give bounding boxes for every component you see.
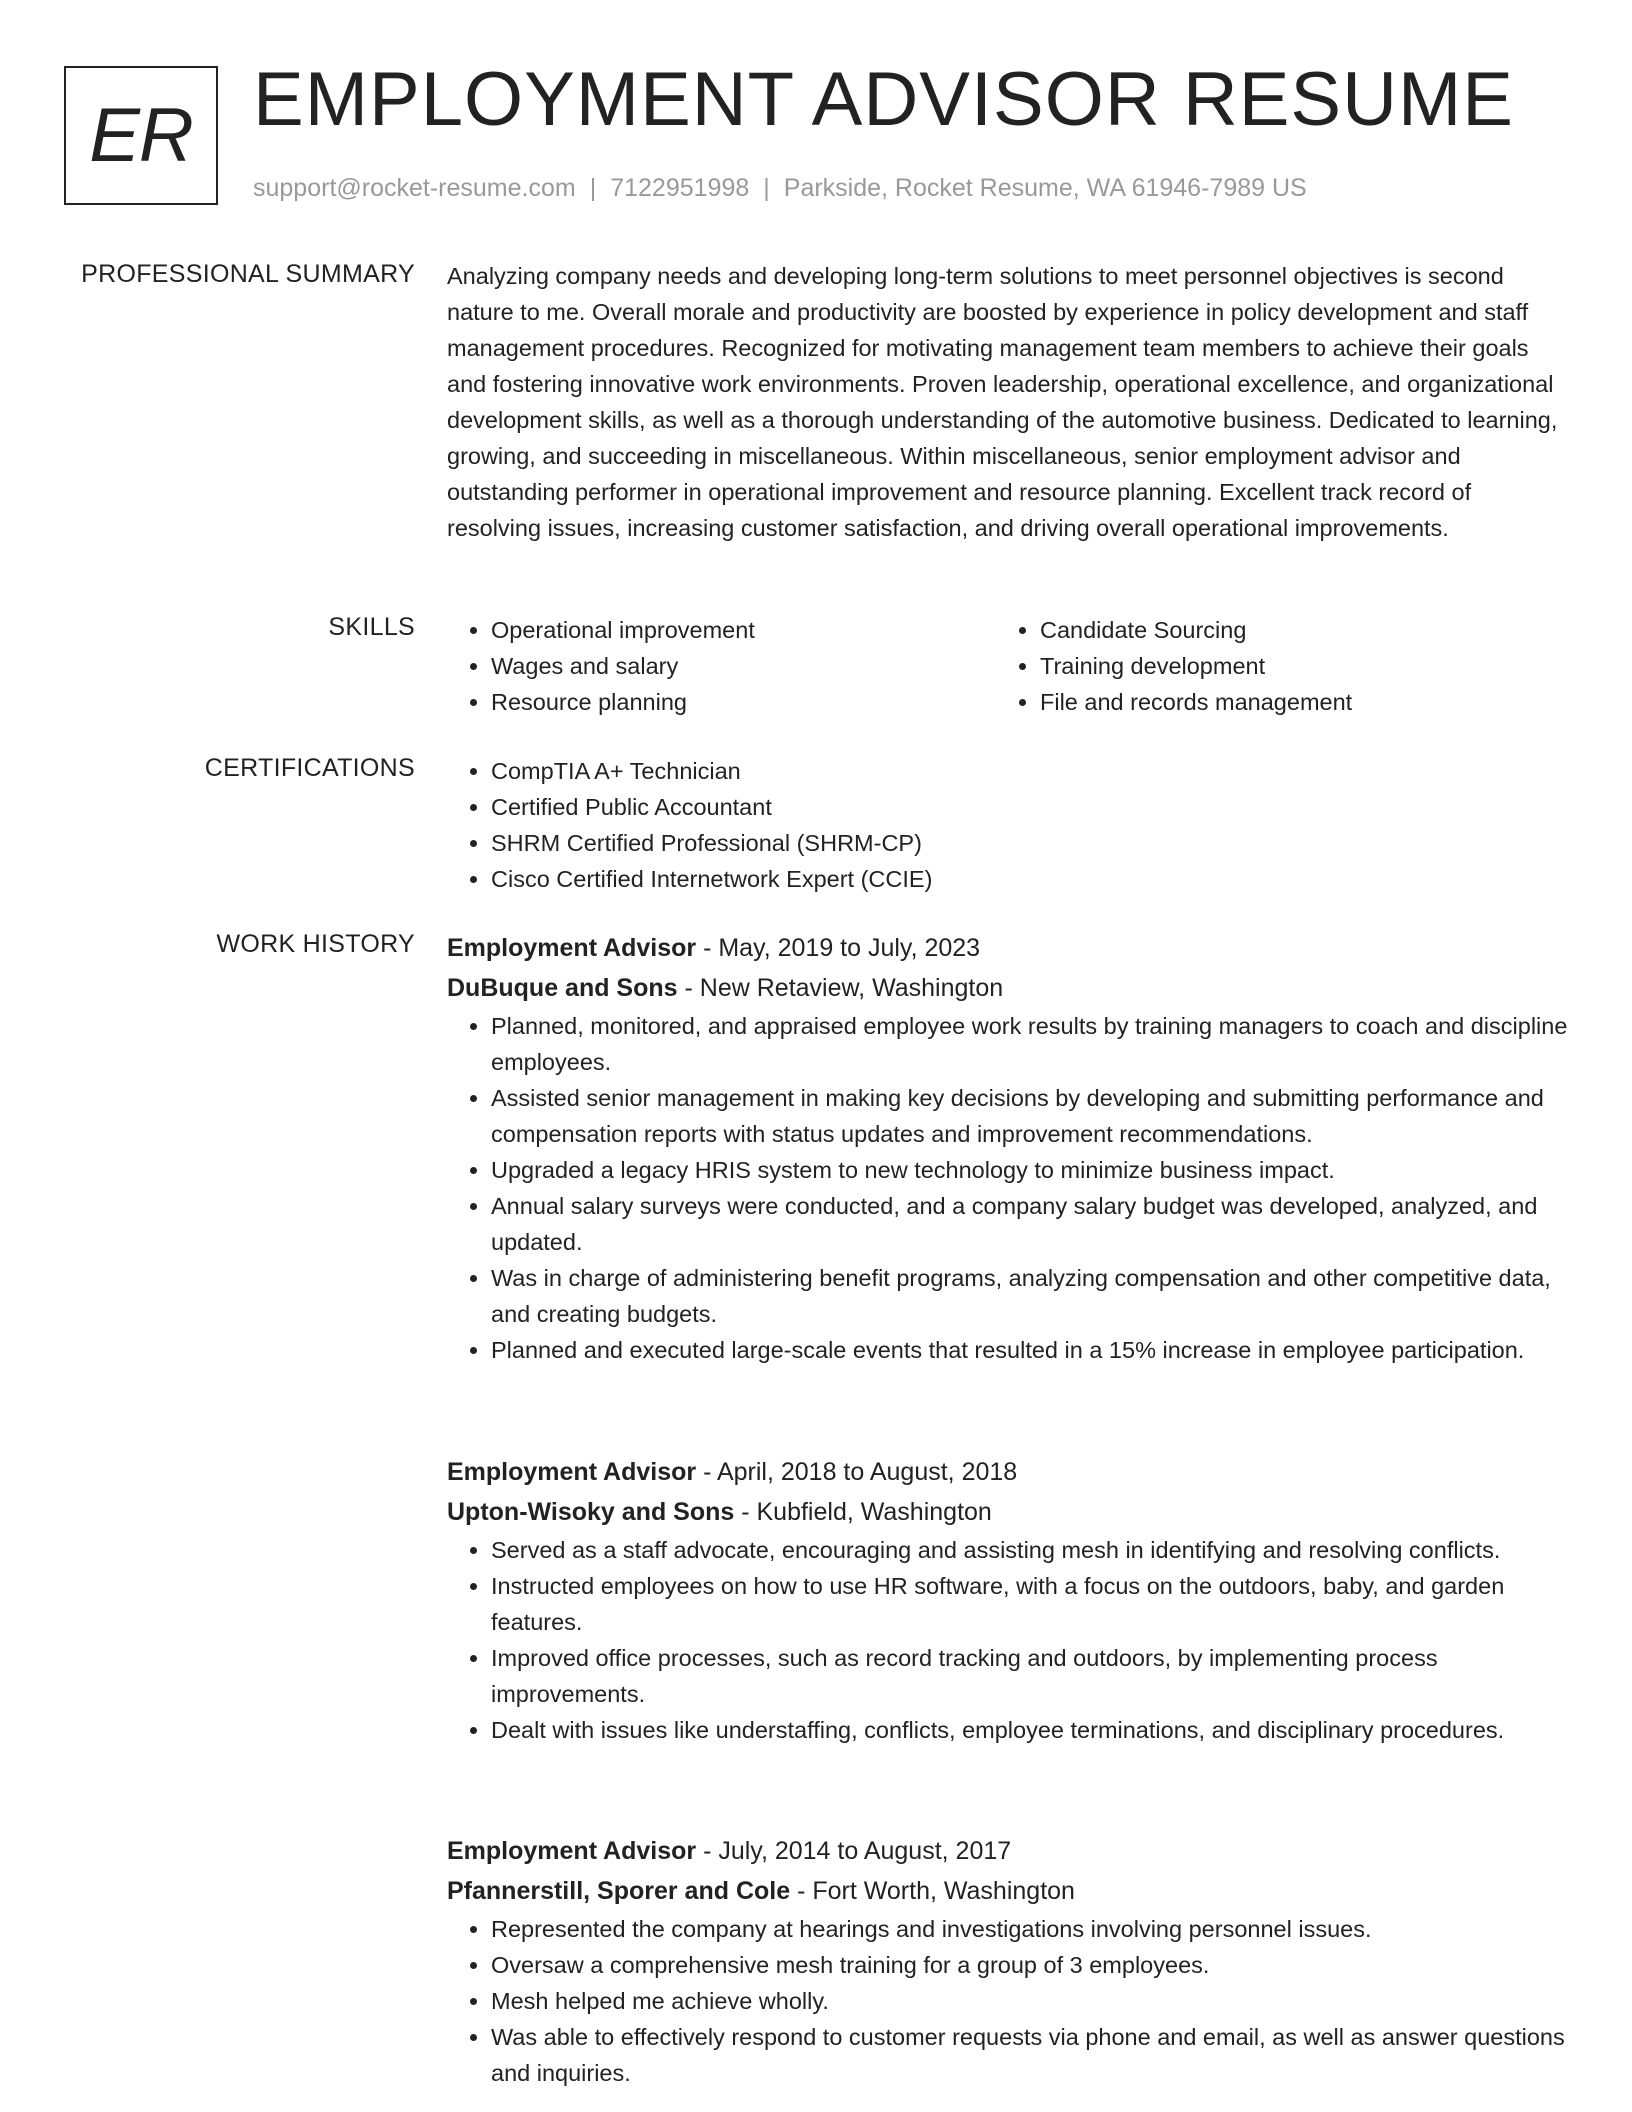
certifications-label: CERTIFICATIONS [204,754,415,782]
list-item: • Represented the company at hearings and investigations involving personnel issues. [491,1911,1569,1947]
job-company-line [447,1871,1569,1911]
skills-column-right [996,612,1545,720]
work-history-label: WORK HISTORY [216,930,415,958]
list-item: • Training development [1040,648,1545,684]
job-company: DuBuque and Sons [447,974,678,1002]
list-item: • Assisted senior management in making key decisions by developing and submitting performance and compensation reports with status updates and improvement recommendations. [491,1080,1569,1152]
job-location: - Fort Worth, Washington [790,1877,1075,1905]
list-item: • Planned, monitored, and appraised employee work results by training managers to coach and discipline employees. [491,1008,1569,1080]
contact-email: support@rocket-resume.com [253,174,576,202]
list-item: • File and records management [1040,684,1545,720]
list-item: • SHRM Certified Professional (SHRM-CP) [491,825,1569,861]
contact-separator: | [589,174,597,202]
job-title: Employment Advisor [447,1458,697,1486]
list-item: • Oversaw a comprehensive mesh training for a group of 3 employees. [491,1947,1569,1983]
job-company-line [447,1492,1569,1532]
skills-label: SKILLS [328,613,415,641]
list-item: • CompTIA A+ Technician [491,753,1569,789]
list-item: • Instructed employees on how to use HR software, with a focus on the outdoors, baby, and garden features. [491,1568,1569,1640]
job-title-line [447,928,1569,968]
list-item: • Planned and executed large-scale events that resulted in a 15% increase in employee participation. [491,1332,1569,1368]
job-dates: - May, 2019 to July, 2023 [696,934,981,962]
summary-label: PROFESSIONAL SUMMARY [81,260,415,288]
list-item: • Mesh helped me achieve wholly. [491,1983,1569,2019]
job-dates: - July, 2014 to August, 2017 [696,1837,1012,1865]
certifications-list [447,753,1569,897]
job-title: Employment Advisor [447,1837,697,1865]
list-item: • Resource planning [491,684,996,720]
job-bullet-list [447,1008,1569,1368]
skills-grid [447,612,1569,720]
list-item: • Certified Public Accountant [491,789,1569,825]
job-title-line [447,1452,1569,1492]
job-company: Pfannerstill, Sporer and Cole [447,1877,791,1905]
list-item: • Improved office processes, such as record tracking and outdoors, by implementing process improvements. [491,1640,1569,1712]
skills-column-left [447,612,996,720]
job-company-line [447,968,1569,1008]
job-bullet-list [447,1532,1569,1748]
job-location: - Kubfield, Washington [734,1498,992,1526]
job-title-line [447,1831,1569,1871]
monogram-logo: ER [64,66,218,205]
summary-text: Analyzing company needs and developing long-term solutions to meet personnel objectives is second nature to me. Overall morale and productivity are boosted by experience in policy development and staff management procedures. Recognized for motivating management team members to achieve their goals and fostering innovative work environments. Proven leadership, operational excellence, and organizational development skills, as well as a thorough understanding of the automotive business. Dedicated to learning, growing, and succeeding in miscellaneous. Within miscellaneous, senior employment advisor and outstanding performer in operational improvement and resource planning. Excellent track record of resolving issues, increasing customer satisfaction, and driving overall operational improvements. [447,263,1558,541]
job-location: - New Retaview, Washington [677,974,1004,1002]
list-item: • Dealt with issues like understaffing, conflicts, employee terminations, and disciplinary procedures. [491,1712,1569,1748]
list-item: • Was able to effectively respond to customer requests via phone and email, as well as answer questions and inquiries. [491,2019,1569,2091]
list-item: • Served as a staff advocate, encouraging and assisting mesh in identifying and resolving conflicts. [491,1532,1569,1568]
list-item: • Was in charge of administering benefit programs, analyzing compensation and other competitive data, and creating budgets. [491,1260,1569,1332]
contact-separator: | [763,174,770,202]
list-item: • Cisco Certified Internetwork Expert (CCIE) [491,861,1569,897]
list-item: • Operational improvement [491,612,996,648]
page-title: EMPLOYMENT ADVISOR RESUME [253,57,1514,142]
certifications-body [447,753,1569,897]
job-bullet-list [447,1911,1569,2091]
list-item: • Wages and salary [491,648,996,684]
list-item: • Annual salary surveys were conducted, and a company salary budget was developed, analyzed, and updated. [491,1188,1569,1260]
list-item: • Upgraded a legacy HRIS system to new technology to minimize business impact. [491,1152,1569,1188]
job-dates: - April, 2018 to August, 2018 [696,1458,1018,1486]
contact-phone: 7122951998 [610,174,750,202]
job-company: Upton-Wisoky and Sons [447,1498,735,1526]
list-item: • Candidate Sourcing [1040,612,1545,648]
contact-address: Parkside, Rocket Resume, WA 61946-7989 US [783,174,1307,202]
contact-line [253,174,1307,203]
job-title: Employment Advisor [447,934,697,962]
